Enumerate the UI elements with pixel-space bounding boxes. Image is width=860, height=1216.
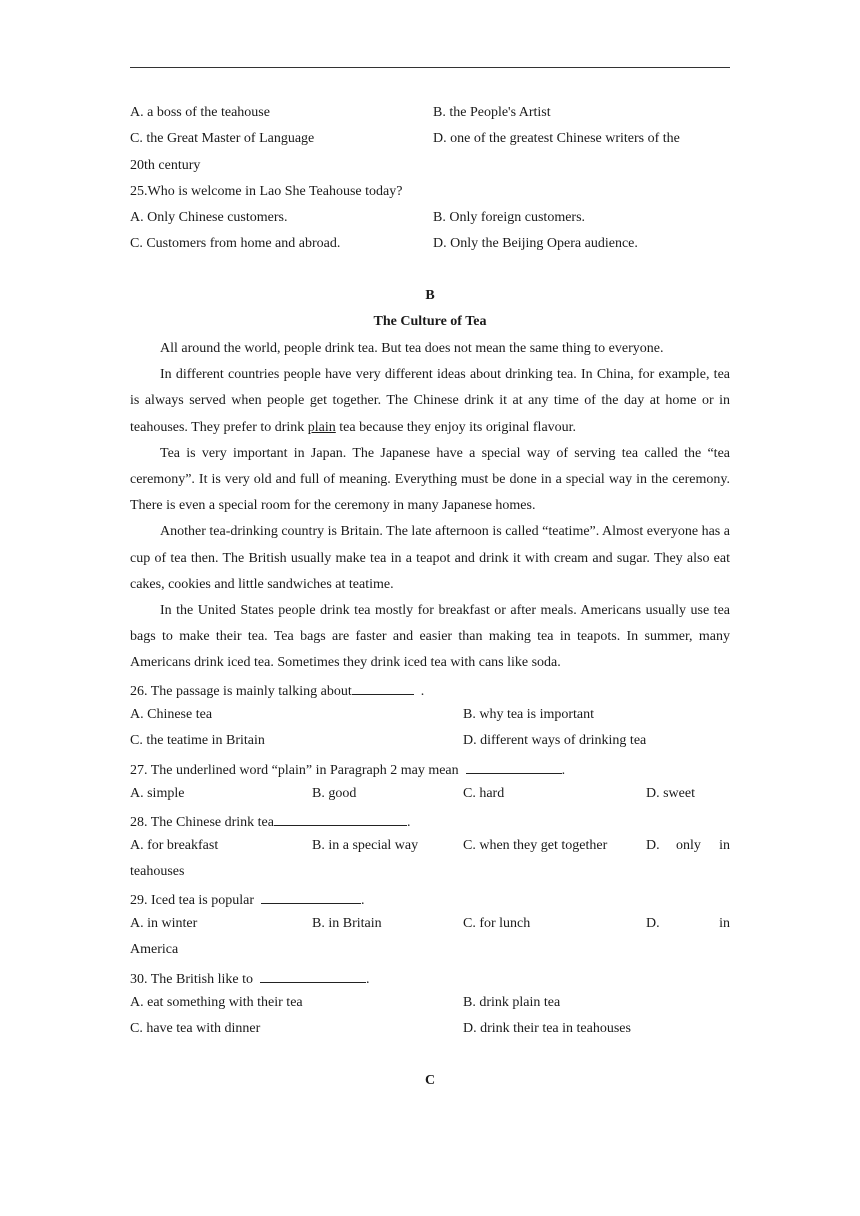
q26-option-d: D. different ways of drinking tea (463, 733, 647, 748)
q30-question-text: 30. The British like to (130, 972, 254, 987)
q30-question-end: . (366, 972, 370, 987)
q29-question-text: 29. Iced tea is popular (130, 893, 255, 908)
q26-option-c: C. the teatime in Britain (130, 733, 265, 748)
q24-option-c: C. the Great Master of Language (130, 131, 315, 146)
q28-option-d-continued: teahouses (130, 864, 185, 879)
passage-paragraph-3: Tea is very important in Japan. The Japanese have a special way of serving tea called the “tea ceremony”. It is very old and full of meaning. Everything must be done in a special way in the ceremony. There is even a special room for the ceremony in many Japanese homes. (130, 445, 730, 514)
q24-option-b: B. the People's Artist (433, 105, 551, 120)
q27-question (130, 759, 565, 780)
passage-body (130, 336, 730, 677)
answer-blank (466, 759, 562, 774)
q28-option-d-word-2: in (719, 838, 730, 853)
q28-options (130, 837, 730, 855)
answer-blank (352, 680, 414, 695)
q25-option-a: A. Only Chinese customers. (130, 210, 288, 225)
q27-option-d: D. sweet (646, 786, 695, 801)
q27-question-text: 27. The underlined word “plain” in Paragraph 2 may mean (130, 763, 459, 778)
q27-option-b: B. good (312, 786, 357, 801)
q29-option-d-letter: D. (646, 916, 660, 931)
q28-question-end: . (407, 815, 411, 830)
q28-question-text: 28. The Chinese drink tea (130, 815, 274, 830)
q25-question: 25.Who is welcome in Lao She Teahouse today? (130, 184, 403, 199)
q29-option-c: C. for lunch (463, 916, 531, 931)
q28-option-d-letter: D. (646, 838, 660, 853)
q27-options (130, 785, 730, 803)
q26-question-end: . (420, 684, 425, 699)
q27-option-c: C. hard (463, 786, 505, 801)
passage-title: The Culture of Tea (373, 314, 487, 329)
q29-question-end: . (361, 893, 365, 908)
passage-paragraph-5: In the United States people drink tea mostly for breakfast or after meals. Americans usually use tea bags to make their tea. Tea bags are faster and easier than making tea in teapots. In summer, many Americans drink iced tea. Sometimes they drink iced tea with cans like soda. (130, 603, 730, 671)
q25-option-b: B. Only foreign customers. (433, 210, 586, 225)
passage-paragraph-1: All around the world, people drink tea. But tea does not mean the same thing to everyone. (160, 341, 664, 356)
q24-option-d: D. one of the greatest Chinese writers of the (433, 131, 680, 146)
passage-paragraph-2 (130, 362, 730, 441)
section-c-label: C (424, 1073, 436, 1088)
q26-question (130, 680, 424, 701)
answer-blank (261, 889, 361, 904)
q30-option-d: D. drink their tea in teahouses (463, 1021, 631, 1036)
q24-option-a: A. a boss of the teahouse (130, 105, 270, 120)
q26-option-b: B. why tea is important (463, 707, 595, 722)
paragraph-2-text-end: tea because they enjoy its original flavour. (335, 419, 577, 435)
underlined-word-plain: plain (307, 419, 336, 435)
q29-option-d-word: in (719, 916, 730, 931)
q27-question-end: . (561, 763, 566, 778)
section-b-label: B (425, 288, 435, 303)
q30-question (130, 968, 370, 989)
q29-option-b: B. in Britain (312, 916, 382, 931)
q28-option-d-word-1: only (676, 838, 701, 853)
q28-question (130, 811, 411, 832)
q29-option-d-continued: America (130, 942, 179, 957)
q30-option-c: C. have tea with dinner (130, 1021, 261, 1036)
q30-option-a: A. eat something with their tea (130, 995, 303, 1010)
q28-option-b: B. in a special way (312, 838, 419, 853)
q26-option-a: A. Chinese tea (130, 707, 213, 722)
q29-option-a: A. in winter (130, 916, 198, 931)
q30-option-b: B. drink plain tea (463, 995, 561, 1010)
q24-option-d-continued: 20th century (130, 158, 201, 173)
q25-option-d: D. Only the Beijing Opera audience. (433, 236, 638, 251)
paragraph-2-text-start: In different countries people have very different ideas about drinking tea. In China, for example, tea is always served when people get together. The Chinese drink it at any time of the day at home or in teahouses. They prefer to drink (130, 367, 730, 435)
q29-question (130, 889, 365, 910)
q28-option-c: C. when they get together (463, 838, 608, 853)
q26-question-text: 26. The passage is mainly talking about (130, 684, 352, 699)
q29-options (130, 915, 730, 933)
q28-option-a: A. for breakfast (130, 838, 219, 853)
answer-blank (274, 811, 407, 826)
answer-blank (260, 968, 366, 983)
q25-option-c: C. Customers from home and abroad. (130, 236, 341, 251)
q27-option-a: A. simple (130, 786, 185, 801)
passage-paragraph-4: Another tea-drinking country is Britain. The late afternoon is called “teatime”. Almost everyone has a cup of tea then. The British usually make tea in a teapot and drink it with cream and sugar. They also eat cakes, cookies and little sandwiches at teatime. (130, 524, 730, 592)
header-rule (130, 67, 730, 68)
